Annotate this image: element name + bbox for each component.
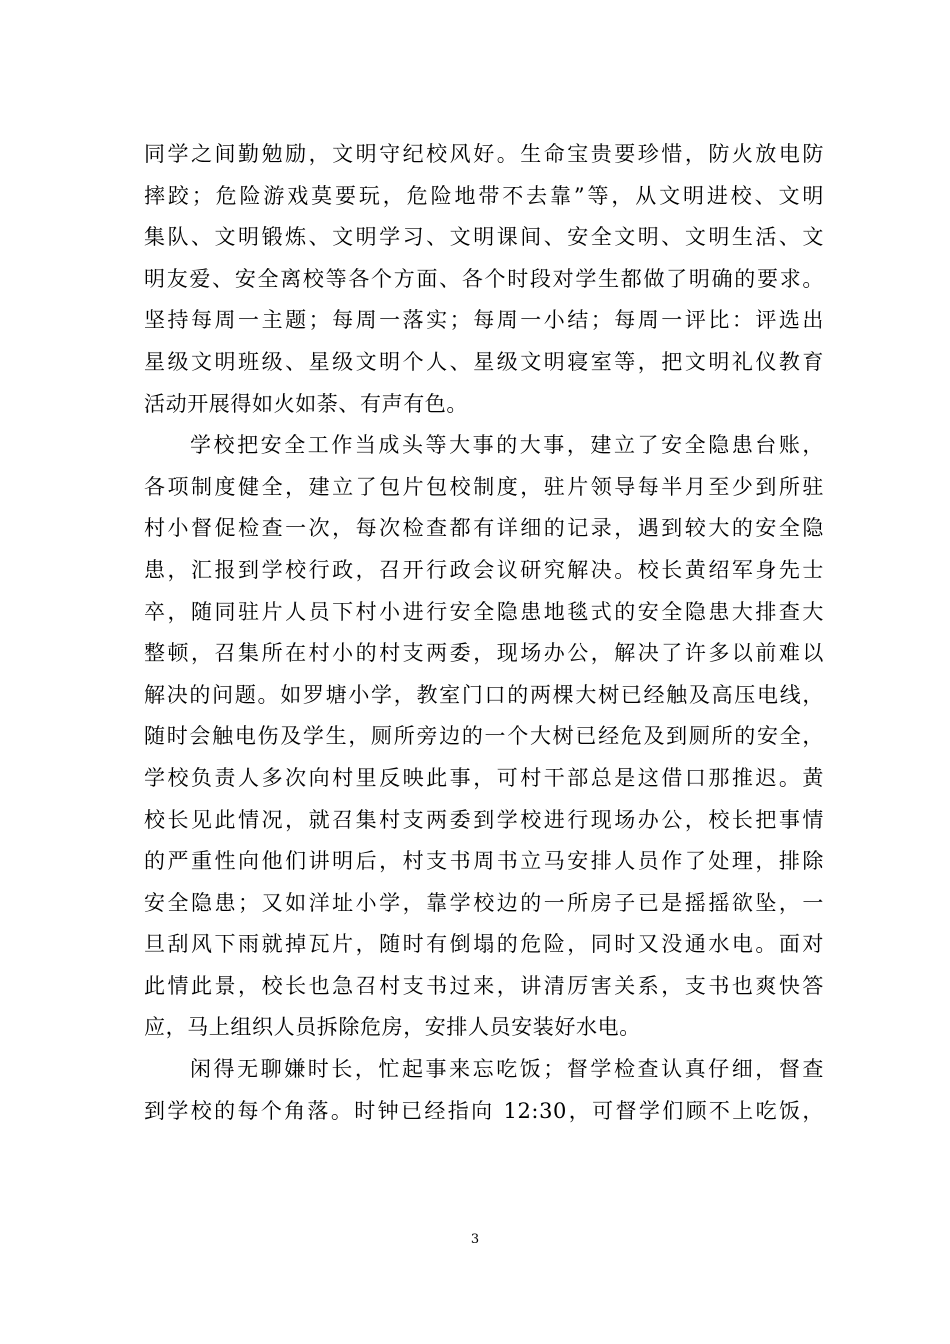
- text-line: 安全隐患；又如洋址小学，靠学校边的一所房子已是摇摇欲坠，一: [144, 890, 824, 915]
- text-line: 随时会触电伤及学生，厕所旁边的一个大树已经危及到厕所的安全，: [144, 724, 824, 749]
- text-line: 明友爱、安全离校等各个方面、各个时段对学生都做了明确的要求。: [144, 266, 824, 291]
- text-line: 学校把安全工作当成头等大事的大事，建立了安全隐患台账，: [190, 433, 824, 458]
- text-line: 摔跤；危险游戏莫要玩，危险地带不去靠”等，从文明进校、文明: [144, 183, 824, 208]
- text-line: 坚持每周一主题；每周一落实；每周一小结；每周一评比：评选出: [144, 308, 824, 333]
- text-line: 同学之间勤勉励，文明守纪校风好。生命宝贵要珍惜，防火放电防: [144, 142, 824, 166]
- text-line: 此情此景，校长也急召村支书过来，讲清厉害关系，支书也爽快答: [144, 973, 824, 998]
- text-line: 校长见此情况，就召集村支两委到学校进行现场办公，校长把事情: [144, 807, 824, 832]
- body-text: [144, 134, 824, 1132]
- text-line: 到学校的每个角落。时钟已经指向 12:30，可督学们顾不上吃饭，: [144, 1098, 824, 1123]
- text-line: 活动开展得如火如荼、有声有色。: [144, 391, 468, 416]
- text-line: 集队、文明锻炼、文明学习、文明课间、安全文明、文明生活、文: [144, 225, 824, 250]
- text-line: 的严重性向他们讲明后，村支书周书立马安排人员作了处理，排除: [144, 849, 824, 874]
- text-line: 解决的问题。如罗塘小学，教室门口的两棵大树已经触及高压电线，: [144, 682, 824, 707]
- text-line: 各项制度健全，建立了包片包校制度，驻片领导每半月至少到所驻: [144, 474, 824, 499]
- text-line: 学校负责人多次向村里反映此事，可村干部总是这借口那推迟。黄: [144, 765, 824, 790]
- text-line: 整顿，召集所在村小的村支两委，现场办公，解决了许多以前难以: [144, 641, 824, 666]
- text-line: 卒，随同驻片人员下村小进行安全隐患地毯式的安全隐患大排查大: [144, 599, 824, 624]
- text-line: 村小督促检查一次，每次检查都有详细的记录，遇到较大的安全隐: [144, 516, 824, 541]
- text-line: 应，马上组织人员拆除危房，安排人员安装好水电。: [144, 1015, 641, 1040]
- text-line: 星级文明班级、星级文明个人、星级文明寝室等，把文明礼仪教育: [144, 349, 824, 374]
- page-number: 3: [470, 1232, 480, 1247]
- text-line: 闲得无聊嫌时长，忙起事来忘吃饭；督学检查认真仔细，督查: [190, 1057, 824, 1082]
- text-line: 旦刮风下雨就掉瓦片，随时有倒塌的危险，同时又没通水电。面对: [144, 932, 824, 957]
- text-line: 患，汇报到学校行政，召开行政会议研究解决。校长黄绍军身先士: [144, 557, 824, 582]
